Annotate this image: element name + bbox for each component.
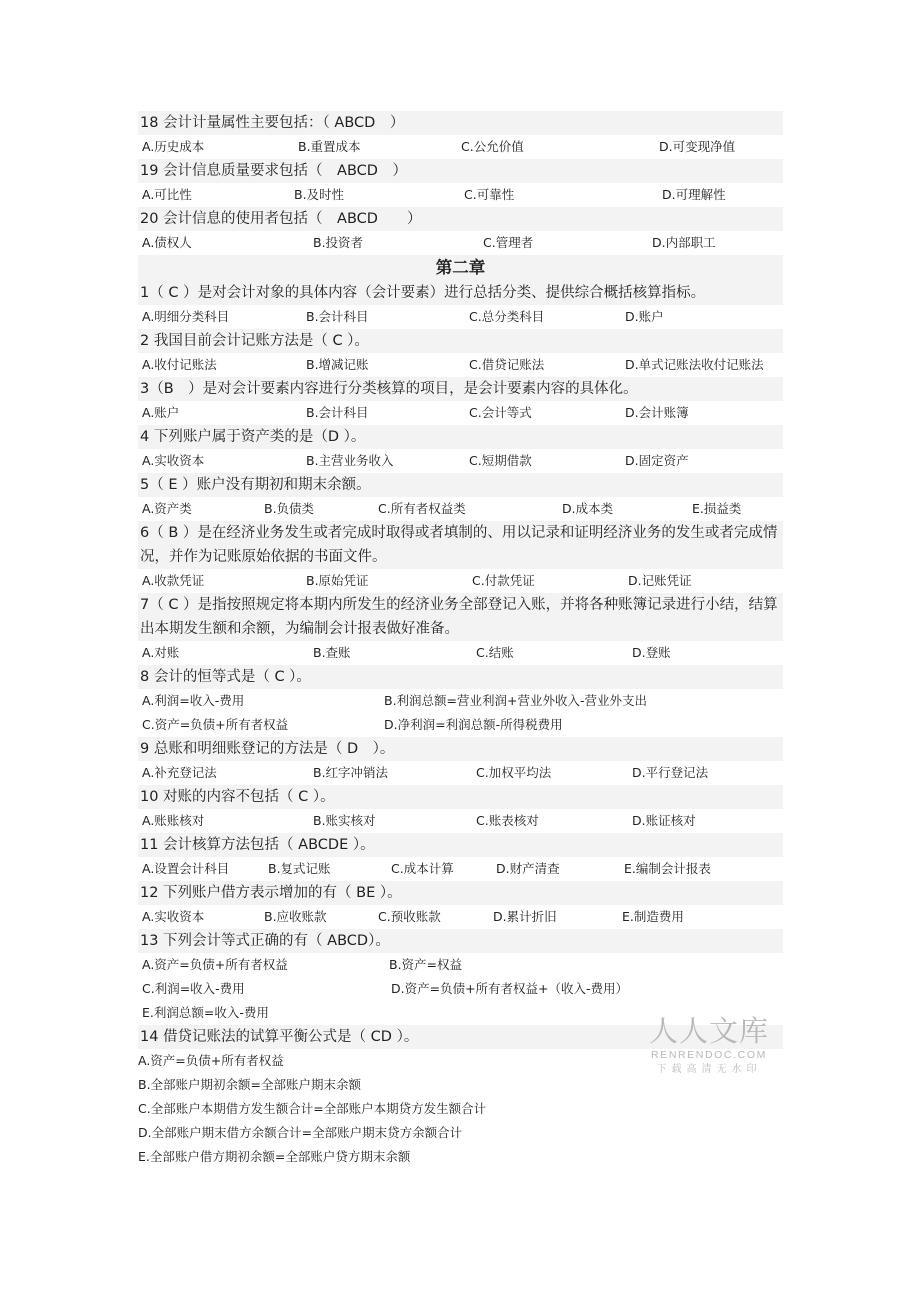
question-3 bbox=[138, 377, 783, 425]
watermark-logo bbox=[646, 1014, 772, 1078]
option-a: A.利润=收入-费用 bbox=[142, 693, 245, 708]
option-a: A.可比性 bbox=[142, 187, 192, 202]
option-c: C.短期借款 bbox=[469, 453, 532, 468]
option-d: D.可变现净值 bbox=[659, 139, 736, 154]
option-d: D.账证核对 bbox=[632, 813, 696, 828]
question-text: 12 下列账户借方表示增加的有（ BE ）。 bbox=[138, 881, 783, 905]
watermark-url: RENRENDOC.COM bbox=[651, 1049, 767, 1061]
option-c: C.公允价值 bbox=[461, 139, 524, 154]
question-text: 7（ C ）是指按照规定将本期内所发生的经济业务全部登记入账，并将各种账簿记录进行小结，结算出本期发生额和余额，为编制会计报表做好准备。 bbox=[138, 593, 783, 641]
option-b: B.增减记账 bbox=[306, 357, 369, 372]
option-c: C.总分类科目 bbox=[469, 309, 545, 324]
question-text: 13 下列会计等式正确的有（ ABCD）。 bbox=[138, 929, 783, 953]
option-row bbox=[138, 497, 783, 521]
option-c: C.利润=收入-费用 bbox=[142, 981, 245, 996]
question-6 bbox=[138, 521, 783, 593]
question-20 bbox=[138, 207, 783, 255]
option-b: B.全部账户期初余额=全部账户期末余额 bbox=[138, 1077, 362, 1092]
option-d: D.累计折旧 bbox=[493, 909, 557, 924]
option-a: A.账户 bbox=[142, 405, 180, 420]
option-a: A.补充登记法 bbox=[142, 765, 217, 780]
question-text: 1（ C ）是对会计对象的具体内容（会计要素）进行总括分类、提供综合概括核算指标。 bbox=[138, 281, 783, 305]
option-b: B.利润总额=营业利润+营业外收入-营业外支出 bbox=[384, 693, 648, 708]
option-c: C.成本计算 bbox=[391, 861, 454, 876]
option-a: A.债权人 bbox=[142, 235, 192, 250]
option-row bbox=[138, 569, 783, 593]
question-5 bbox=[138, 473, 783, 521]
option-row bbox=[138, 449, 783, 473]
option-e: E.全部账户借方期初余额=全部账户贷方期末余额 bbox=[138, 1149, 411, 1164]
option-c: C.可靠性 bbox=[464, 187, 515, 202]
option-row bbox=[138, 761, 783, 785]
question-text: 18 会计计量属性主要包括：（ ABCD ） bbox=[138, 111, 783, 135]
option-b: B.红字冲销法 bbox=[313, 765, 389, 780]
option-e: E.制造费用 bbox=[622, 909, 684, 924]
option-d: D.平行登记法 bbox=[632, 765, 709, 780]
option-a: A.对账 bbox=[142, 645, 180, 660]
option-row bbox=[138, 809, 783, 833]
question-text: 3（B ）是对会计要素内容进行分类核算的项目，是会计要素内容的具体化。 bbox=[138, 377, 783, 401]
question-text: 19 会计信息质量要求包括（ ABCD ） bbox=[138, 159, 783, 183]
option-d: D.全部账户期末借方余额合计=全部账户期末贷方余额合计 bbox=[138, 1125, 463, 1140]
question-19 bbox=[138, 159, 783, 207]
option-row bbox=[138, 953, 783, 977]
watermark-subtitle: 下载高清无水印 bbox=[656, 1064, 762, 1075]
option-c: C.账表核对 bbox=[476, 813, 539, 828]
question-18 bbox=[138, 111, 783, 159]
option-d: D.可理解性 bbox=[662, 187, 726, 202]
question-text: 11 会计核算方法包括（ ABCDE ）。 bbox=[138, 833, 783, 857]
option-a: A.资产类 bbox=[142, 501, 192, 516]
option-row bbox=[138, 231, 783, 255]
option-d: D.内部职工 bbox=[652, 235, 716, 250]
option-row bbox=[138, 401, 783, 425]
option-c: C.结账 bbox=[476, 645, 514, 660]
option-d: D.财产清查 bbox=[496, 861, 560, 876]
option-e: E.编制会计报表 bbox=[624, 861, 711, 876]
option-a: A.历史成本 bbox=[142, 139, 205, 154]
option-row bbox=[138, 353, 783, 377]
question-9 bbox=[138, 737, 783, 785]
option-row bbox=[138, 857, 783, 881]
option-d: D.账户 bbox=[625, 309, 664, 324]
option-b: B.重置成本 bbox=[298, 139, 361, 154]
watermark-title: 人人文库 bbox=[648, 1014, 769, 1048]
option-b: B.复式记账 bbox=[268, 861, 331, 876]
option-d: D.成本类 bbox=[562, 501, 614, 516]
option-row bbox=[138, 305, 783, 329]
option-d: D.单式记账法收付记账法 bbox=[625, 357, 764, 372]
option-a: A.账账核对 bbox=[142, 813, 205, 828]
option-row bbox=[138, 641, 783, 665]
question-10 bbox=[138, 785, 783, 833]
question-text: 6（ B ）是在经济业务发生或者完成时取得或者填制的、用以记录和证明经济业务的发生或者完成情况，并作为记账原始依据的书面文件。 bbox=[138, 521, 783, 569]
option-row bbox=[138, 905, 783, 929]
option-d: D.会计账簿 bbox=[625, 405, 689, 420]
option-row bbox=[138, 135, 783, 159]
option-b: B.负债类 bbox=[264, 501, 315, 516]
option-b: B.主营业务收入 bbox=[306, 453, 394, 468]
option-d: D.记账凭证 bbox=[628, 573, 692, 588]
option-a: A.设置会计科目 bbox=[142, 861, 230, 876]
option-a: A.实收资本 bbox=[142, 909, 205, 924]
option-a: A.收付记账法 bbox=[142, 357, 217, 372]
question-2 bbox=[138, 329, 783, 377]
question-1 bbox=[138, 281, 783, 329]
option-b: B.投资者 bbox=[313, 235, 364, 250]
option-c: C.管理者 bbox=[483, 235, 534, 250]
option-e: E.利润总额=收入-费用 bbox=[142, 1005, 269, 1020]
option-c: C.全部账户本期借方发生额合计=全部账户本期贷方发生额合计 bbox=[138, 1101, 487, 1116]
question-4 bbox=[138, 425, 783, 473]
option-d: D.固定资产 bbox=[625, 453, 689, 468]
option-row bbox=[138, 713, 783, 737]
document-body bbox=[138, 111, 783, 1169]
question-text: 9 总账和明细账登记的方法是（ D ）。 bbox=[138, 737, 783, 761]
option-a: A.收款凭证 bbox=[142, 573, 205, 588]
chapter-title: 第二章 bbox=[138, 255, 783, 281]
option-a: A.明细分类科目 bbox=[142, 309, 230, 324]
question-11 bbox=[138, 833, 783, 881]
question-text: 8 会计的恒等式是（ C ）。 bbox=[138, 665, 783, 689]
option-b: B.资产=权益 bbox=[389, 957, 463, 972]
question-7 bbox=[138, 593, 783, 665]
option-a: A.资产=负债+所有者权益 bbox=[142, 957, 288, 972]
option-d: D.净利润=利润总额-所得税费用 bbox=[384, 717, 563, 732]
option-b: B.查账 bbox=[313, 645, 351, 660]
question-13 bbox=[138, 929, 783, 1025]
option-c: C.资产=负债+所有者权益 bbox=[142, 717, 289, 732]
option-b: B.应收账款 bbox=[264, 909, 327, 924]
option-c: C.付款凭证 bbox=[472, 573, 535, 588]
option-c: C.加权平均法 bbox=[476, 765, 552, 780]
question-12 bbox=[138, 881, 783, 929]
question-text: 20 会计信息的使用者包括（ ABCD ） bbox=[138, 207, 783, 231]
option-c: C.借贷记账法 bbox=[469, 357, 545, 372]
option-b: B.及时性 bbox=[294, 187, 345, 202]
option-b: B.账实核对 bbox=[313, 813, 376, 828]
option-b: B.会计科目 bbox=[306, 309, 369, 324]
option-row bbox=[138, 977, 783, 1001]
option-b: B.会计科目 bbox=[306, 405, 369, 420]
option-a: A.资产=负债+所有者权益 bbox=[138, 1053, 284, 1068]
question-text: 2 我国目前会计记账方法是（ C ）。 bbox=[138, 329, 783, 353]
question-text: 14 借贷记账法的试算平衡公式是（ CD ）。 bbox=[138, 1025, 783, 1049]
option-b: B.原始凭证 bbox=[306, 573, 369, 588]
option-row bbox=[138, 183, 783, 207]
question-text: 4 下列账户属于资产类的是（D ）。 bbox=[138, 425, 783, 449]
question-8 bbox=[138, 665, 783, 737]
option-row bbox=[138, 689, 783, 713]
option-e: E.损益类 bbox=[692, 501, 742, 516]
option-c: C.会计等式 bbox=[469, 405, 532, 420]
option-a: A.实收资本 bbox=[142, 453, 205, 468]
question-text: 10 对账的内容不包括（ C ）。 bbox=[138, 785, 783, 809]
option-d: D.登账 bbox=[632, 645, 671, 660]
question-text: 5（ E ）账户没有期初和期末余额。 bbox=[138, 473, 783, 497]
option-d: D.资产=负债+所有者权益+（收入-费用） bbox=[391, 981, 629, 996]
option-c: C.预收账款 bbox=[378, 909, 441, 924]
option-c: C.所有者权益类 bbox=[378, 501, 466, 516]
